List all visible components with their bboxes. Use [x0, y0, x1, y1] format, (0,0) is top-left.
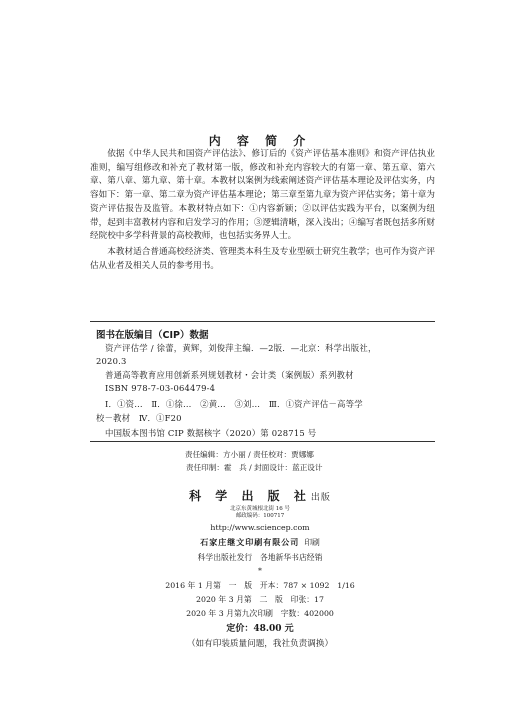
cip-bottom-divider — [90, 441, 435, 442]
edition-line: 2020 年 3 月第 二 版 印张：17 — [196, 595, 324, 604]
publisher-name: 科 学 出 版 社 — [189, 489, 311, 503]
cip-line: 普通高等教育应用创新系列规划教材・会计类（案例版）系列教材 — [105, 370, 354, 380]
cip-line: ISBN 978-7-03-064479-4 — [105, 383, 216, 393]
price: 定价：48.00 元 — [226, 624, 294, 634]
cip-top-divider — [90, 321, 435, 322]
intro-body — [90, 148, 435, 273]
distribution-line: 科学出版社发行 各地新华书店经销 — [197, 553, 323, 562]
publisher-line — [0, 487, 520, 504]
cip-line: Ⅰ．①资… Ⅱ．①徐… ②黄… ③刘… Ⅲ．①资产评估－高等学 — [105, 399, 363, 409]
editor-credits: 责任编辑：方小丽 / 责任校对：贾娜娜 — [185, 450, 314, 459]
printer-name: 石家庄继文印刷有限公司 — [200, 538, 300, 547]
quality-notice: （如有印装质量问题，我社负责调换） — [186, 639, 334, 649]
print-cover-credits: 责任印制：霍 兵 / 封面设计：蓝正设计 — [186, 463, 323, 472]
publisher-suffix: 出版 — [310, 493, 331, 503]
intro-paragraph: 本教材适合普通高校经济类、管理类本科生及专业型硕士研究生教学；也可作为资产评估从业者及相关人员的参考用书。 — [90, 246, 435, 271]
intro-title: 内 容 简 介 — [208, 134, 312, 148]
cip-heading: 图书在版编目（CIP）数据 — [96, 330, 209, 341]
printer-suffix: 印刷 — [304, 538, 320, 547]
edition-line: 2020 年 3 月第九次印刷 字数：402000 — [186, 609, 334, 618]
edition-line: 2016 年 1 月第 一 版 开本：787 × 1092 1/16 — [165, 581, 355, 590]
publisher-website: http://www.sciencep.com — [210, 523, 310, 532]
cip-line: 中国版本图书馆 CIP 数据核字（2020）第 028715 号 — [105, 428, 317, 438]
cip-line: 校－教材 Ⅳ．①F20 — [96, 413, 182, 423]
separator-star: * — [258, 566, 262, 575]
cip-line: 资产评估学 / 徐蕾，黄辉，刘俊萍主编．—2版．—北京：科学出版社， — [105, 343, 377, 353]
publisher-postcode: 邮政编码：100717 — [235, 513, 285, 519]
publisher-address: 北京东黄城根北街 16 号 — [230, 506, 290, 512]
cip-line: 2020.3 — [96, 356, 127, 366]
printer-line — [0, 537, 520, 548]
intro-paragraph: 依据《中华人民共和国资产评估法》、修订后的《资产评估基本准则》和资产评估执业准则，编写组修改和补充了教材第一版，修改和补充内容较大的有第一章、第五章、第六章、第八章、第九章、第十章。本教材以案例为线索阐述资产评估基本理论及评估实务，内容如下：第一章、第二章为资产评估基本理论；第三章至第九章为资产评估实务；第十章为资产评估报告及监管。本教材特点如下：①内容新颖；②以评估实践为平台，以案例为纽带，起到丰富教材内容和启发学习的作用；③逻辑清晰，深入浅出；④编写者既包括多所财经院校中多学科背景的高校教师，也包括实务界人士。 — [90, 149, 435, 242]
